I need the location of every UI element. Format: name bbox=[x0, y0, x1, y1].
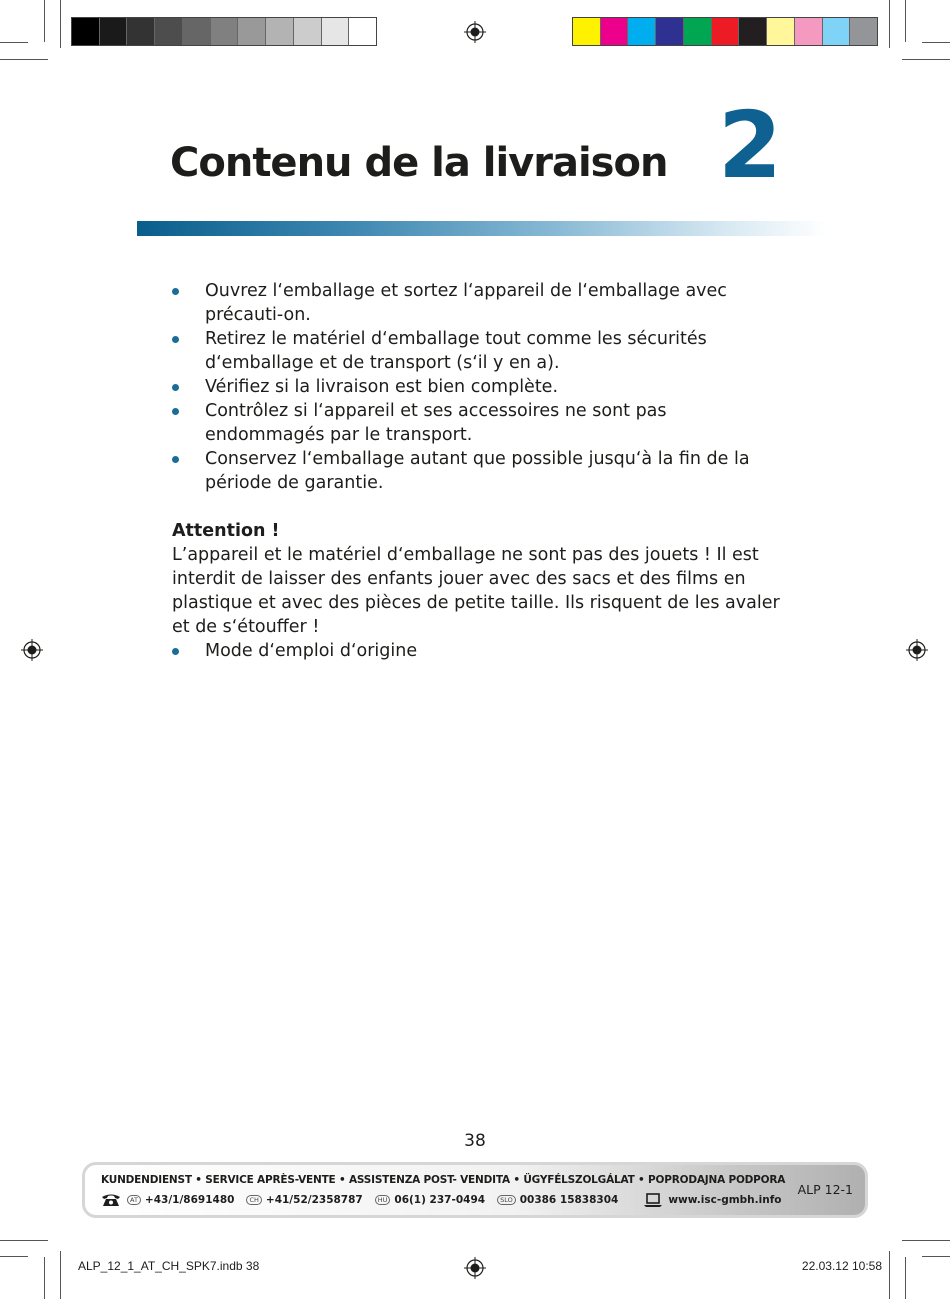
color-swatch bbox=[795, 18, 823, 45]
bullet-icon bbox=[172, 648, 179, 655]
delivery-steps-list bbox=[172, 279, 784, 495]
page-title: Contenu de la livraison bbox=[170, 140, 668, 186]
bullet-icon bbox=[172, 408, 179, 415]
color-swatch bbox=[349, 18, 376, 45]
telephone-icon bbox=[101, 1193, 121, 1207]
crop-mark bbox=[44, 1257, 45, 1299]
color-swatch bbox=[294, 18, 322, 45]
heading-rule bbox=[137, 221, 827, 236]
crop-mark bbox=[889, 1251, 890, 1299]
crop-mark bbox=[922, 42, 950, 43]
bullet-icon bbox=[172, 384, 179, 391]
service-contact-box bbox=[82, 1162, 868, 1218]
included-items-list bbox=[172, 639, 784, 663]
list-item-text: Mode d‘emploi d‘origine bbox=[205, 641, 418, 661]
grayscale-color-bar bbox=[71, 17, 377, 46]
color-swatch bbox=[155, 18, 183, 45]
color-swatch bbox=[183, 18, 211, 45]
bullet-icon bbox=[172, 336, 179, 343]
country-code-badge: CH bbox=[246, 1195, 261, 1205]
attention-heading: Attention ! bbox=[172, 521, 280, 541]
datetime-slug: 22.03.12 10:58 bbox=[801, 1259, 882, 1273]
model-code: ALP 12-1 bbox=[797, 1182, 853, 1197]
list-item-text: Retirez le matériel d‘emballage tout comme les sécurités d‘emballage et de transport (s‘il y en a). bbox=[205, 329, 707, 373]
crop-mark bbox=[905, 1257, 906, 1299]
list-item bbox=[172, 447, 784, 495]
registration-mark-icon bbox=[464, 21, 486, 43]
crop-mark bbox=[922, 1256, 950, 1257]
phone-number: +41/52/2358787 bbox=[265, 1194, 363, 1206]
file-slug: ALP_12_1_AT_CH_SPK7.indb 38 bbox=[78, 1259, 260, 1273]
bullet-icon bbox=[172, 288, 179, 295]
color-swatch bbox=[322, 18, 350, 45]
crop-mark bbox=[889, 0, 890, 48]
list-item bbox=[172, 639, 784, 663]
color-swatch bbox=[739, 18, 767, 45]
color-swatch bbox=[266, 18, 294, 45]
process-color-bar bbox=[572, 17, 878, 46]
crop-mark bbox=[60, 0, 61, 48]
crop-mark bbox=[902, 1240, 950, 1241]
list-item-text: Conservez l‘emballage autant que possible jusqu‘à la fin de la période de garantie. bbox=[205, 449, 750, 493]
list-item bbox=[172, 375, 784, 399]
registration-mark-icon bbox=[464, 1257, 486, 1279]
crop-mark bbox=[902, 59, 950, 60]
crop-mark bbox=[0, 59, 48, 60]
crop-mark bbox=[905, 0, 906, 42]
list-item bbox=[172, 399, 784, 447]
color-swatch bbox=[573, 18, 601, 45]
registration-mark-icon bbox=[21, 639, 43, 661]
country-code-badge: AT bbox=[127, 1195, 141, 1205]
color-swatch bbox=[211, 18, 239, 45]
list-item bbox=[172, 279, 784, 327]
country-code-badge: HU bbox=[375, 1195, 391, 1205]
color-swatch bbox=[72, 18, 100, 45]
list-item-text: Vérifiez si la livraison est bien complète. bbox=[205, 377, 559, 397]
crop-mark bbox=[44, 0, 45, 42]
crop-mark bbox=[0, 1256, 28, 1257]
list-item-text: Ouvrez l‘emballage et sortez l‘appareil de l‘emballage avec précauti-on. bbox=[205, 281, 727, 325]
attention-text: L’appareil et le matériel d‘emballage ne sont pas des jouets ! Il est interdit de laisser des enfants jouer avec des sacs et des films en plastique et avec des pièces de petite taille. Ils risquent de les avaler et de s‘étouffer ! bbox=[172, 545, 780, 637]
list-item bbox=[172, 327, 784, 375]
registration-mark-icon bbox=[906, 639, 928, 661]
page-number: 38 bbox=[464, 1131, 486, 1151]
list-item-text: Contrôlez si l‘appareil et ses accessoires ne sont pas endommagés par le transport. bbox=[205, 401, 667, 445]
main-content bbox=[172, 279, 784, 663]
color-swatch bbox=[100, 18, 128, 45]
color-swatch bbox=[712, 18, 740, 45]
color-swatch bbox=[656, 18, 684, 45]
color-swatch bbox=[628, 18, 656, 45]
phone-number: 00386 15838304 bbox=[519, 1194, 619, 1206]
bullet-icon bbox=[172, 456, 179, 463]
color-swatch bbox=[601, 18, 629, 45]
laptop-icon bbox=[644, 1193, 662, 1207]
website-link[interactable]: www.isc-gmbh.info bbox=[668, 1194, 782, 1206]
color-swatch bbox=[850, 18, 877, 45]
crop-mark bbox=[60, 1251, 61, 1299]
country-code-badge: SLO bbox=[497, 1195, 516, 1205]
phone-number: 06(1) 237-0494 bbox=[394, 1194, 486, 1206]
color-swatch bbox=[684, 18, 712, 45]
color-swatch bbox=[823, 18, 851, 45]
service-headline: KUNDENDIENST • SERVICE APRÈS-VENTE • ASSISTENZA POST- VENDITA • ÜGYFÉLSZOLGÁLAT • POPRODAJNA PODPORA bbox=[101, 1174, 786, 1186]
color-swatch bbox=[238, 18, 266, 45]
color-swatch bbox=[767, 18, 795, 45]
crop-mark bbox=[0, 1240, 48, 1241]
service-contacts-row bbox=[101, 1193, 782, 1207]
phone-number: +43/1/8691480 bbox=[144, 1194, 235, 1206]
crop-mark bbox=[0, 42, 28, 43]
color-swatch bbox=[127, 18, 155, 45]
chapter-number: 2 bbox=[718, 92, 781, 199]
